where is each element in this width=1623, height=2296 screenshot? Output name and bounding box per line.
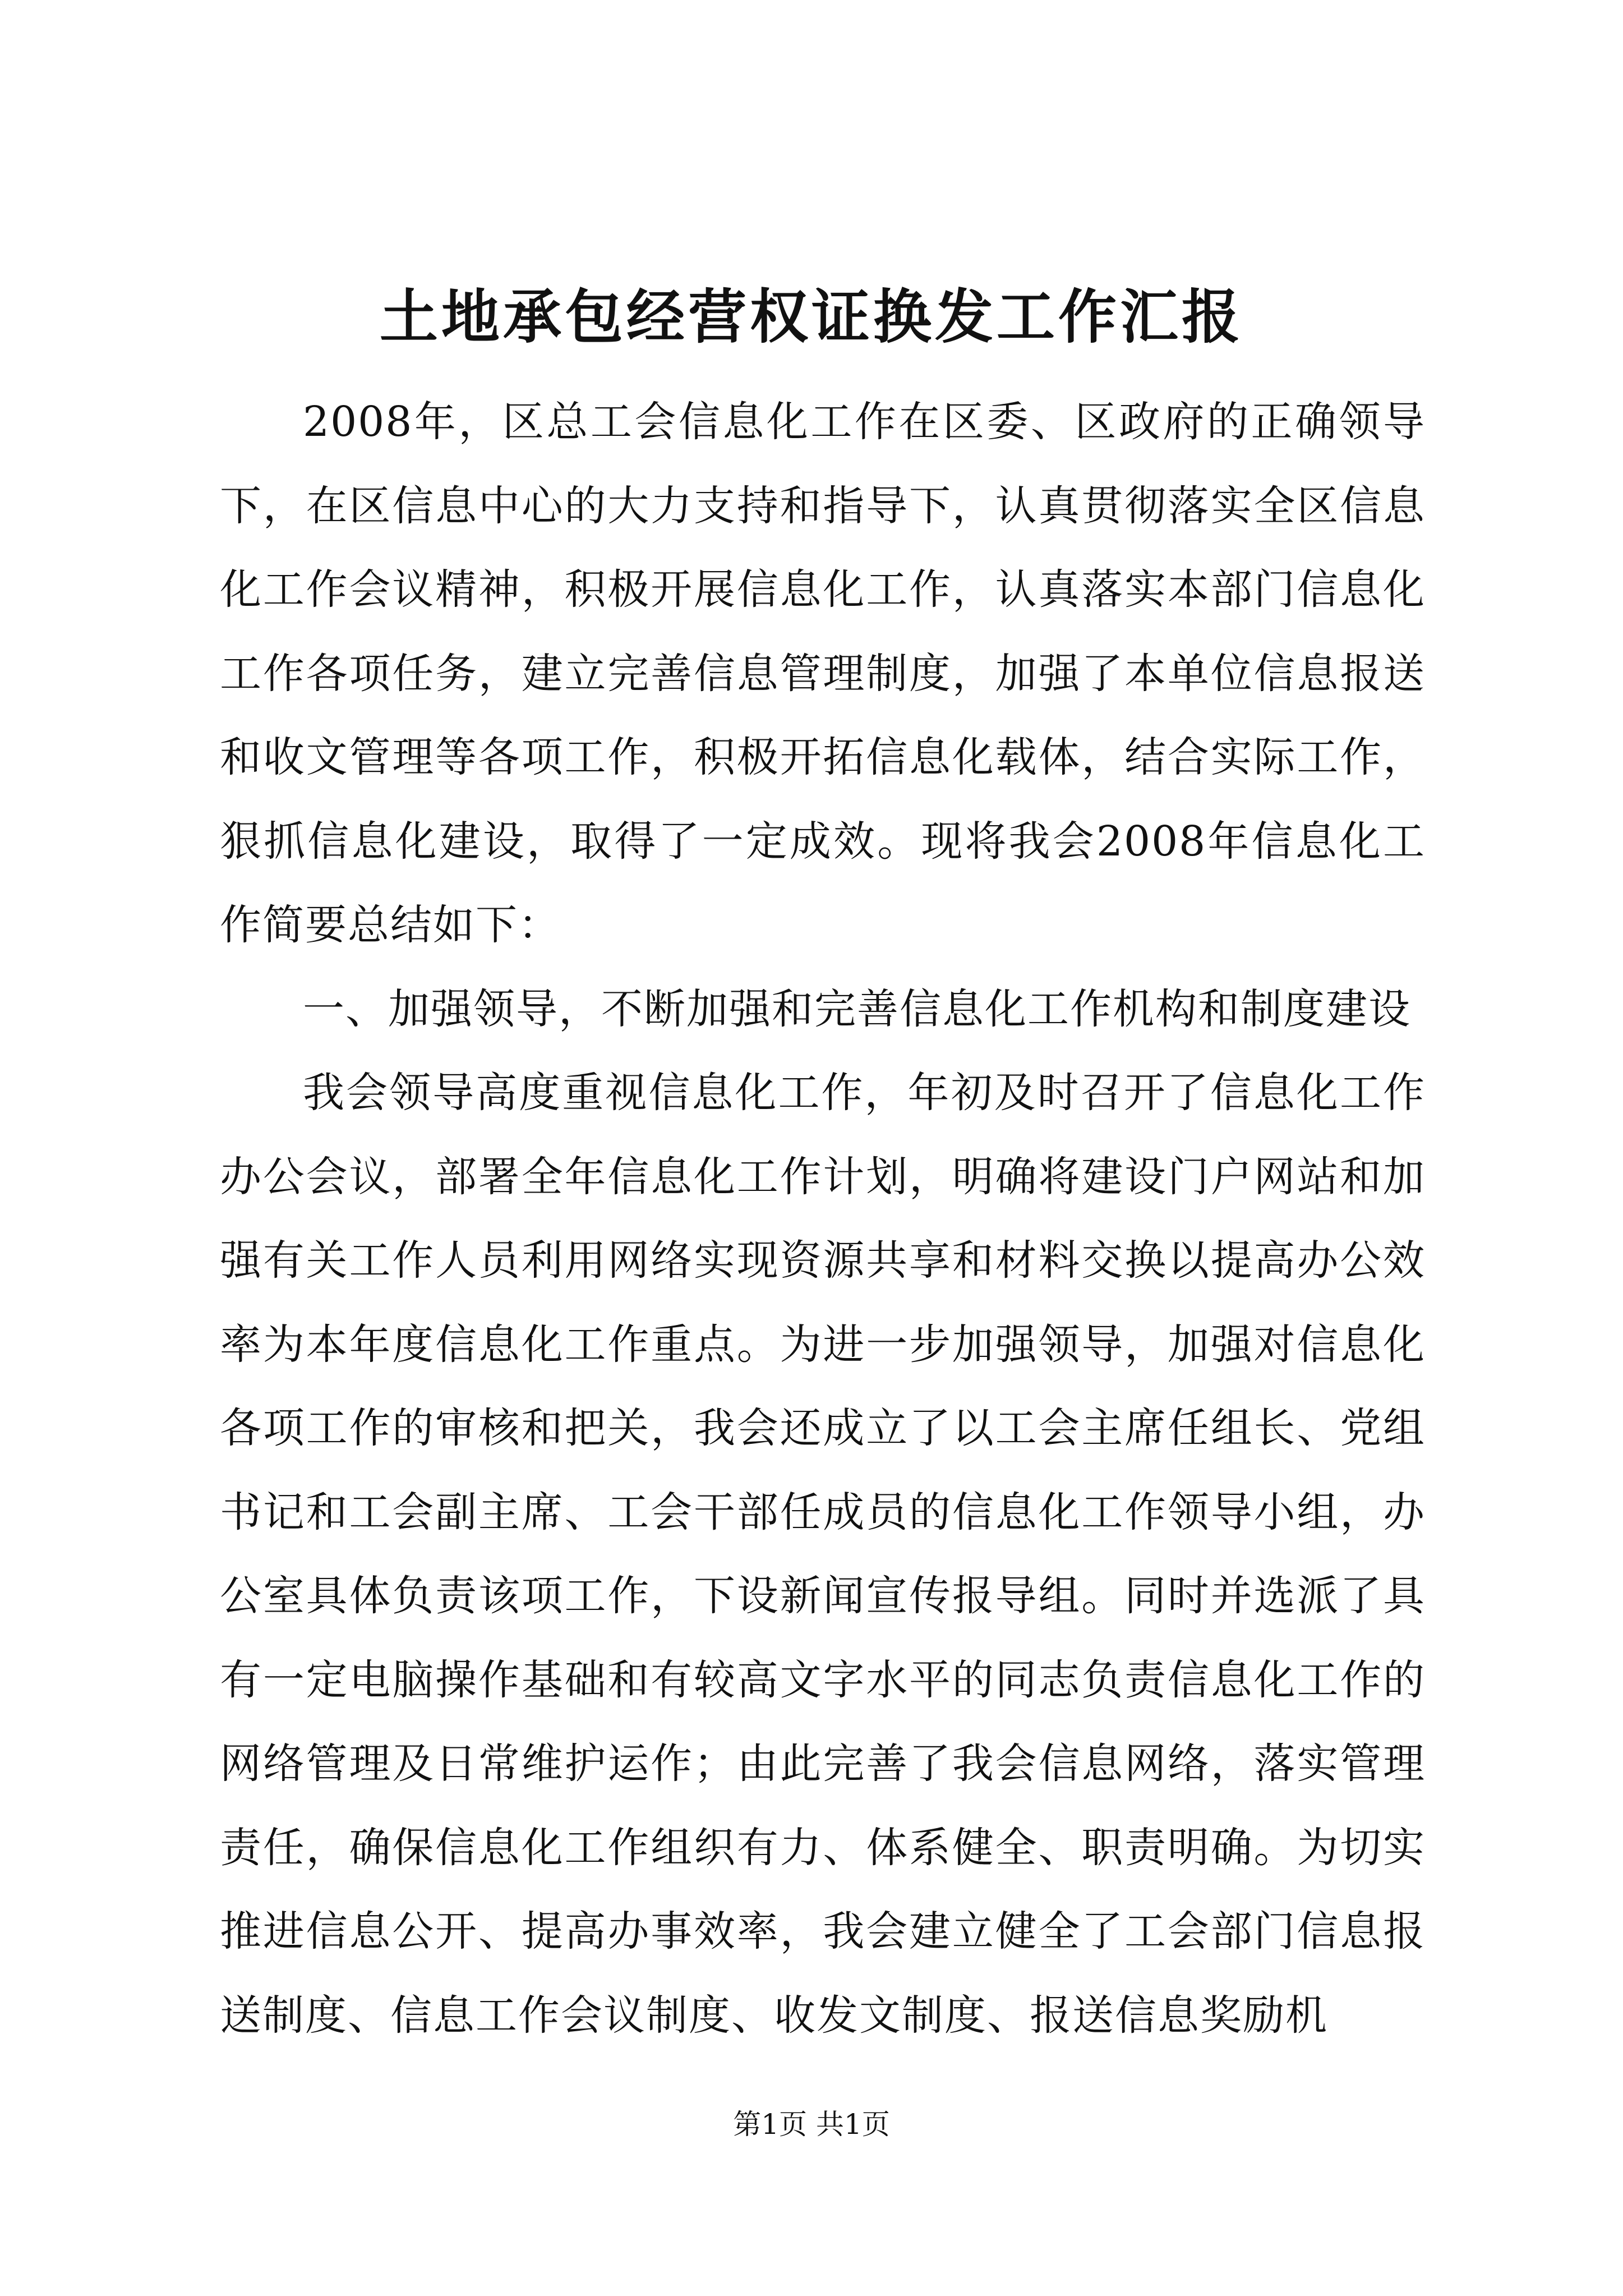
document-body <box>220 380 1426 2058</box>
paragraph-section-1: 我会领导高度重视信息化工作，年初及时召开了信息化工作办公会议，部署全年信息化工作计划，明确将建设门户网站和加强有关工作人员利用网络实现资源共享和材料交换以提高办公效率为本年度信息化工作重点。为进一步加强领导，加强对信息化各项工作的审核和把关，我会还成立了以工会主席任组长、党组书记和工会副主席、工会干部任成员的信息化工作领导小组，办公室具体负责该项工作，下设新闻宣传报导组。同时并选派了具有一定电脑操作基础和有较高文字水平的同志负责信息化工作的网络管理及日常维护运作；由此完善了我会信息网络，落实管理责任，确保信息化工作组织有力、体系健全、职责明确。为切实推进信息公开、提高办事效率，我会建立健全了工会部门信息报送制度、信息工作会议制度、收发文制度、报送信息奖励机 <box>220 1069 1426 2040</box>
document-title: 土地承包经营权证换发工作汇报 <box>379 282 1243 351</box>
paragraph-intro: 2008年，区总工会信息化工作在区委、区政府的正确领导下，在区信息中心的大力支持和指导下，认真贯彻落实全区信息化工作会议精神，积极开展信息化工作，认真落实本部门信息化工作各项任务，建立完善信息管理制度，加强了本单位信息报送和收文管理等各项工作，积极开拓信息化载体，结合实际工作，狠抓信息化建设，取得了一定成效。现将我会2008年信息化工作简要总结如下： <box>220 398 1426 949</box>
section-heading-1: 一、加强领导，不断加强和完善信息化工作机构和制度建设 <box>303 984 1411 1033</box>
page-footer: 第1页 共1页 <box>733 2108 890 2141</box>
